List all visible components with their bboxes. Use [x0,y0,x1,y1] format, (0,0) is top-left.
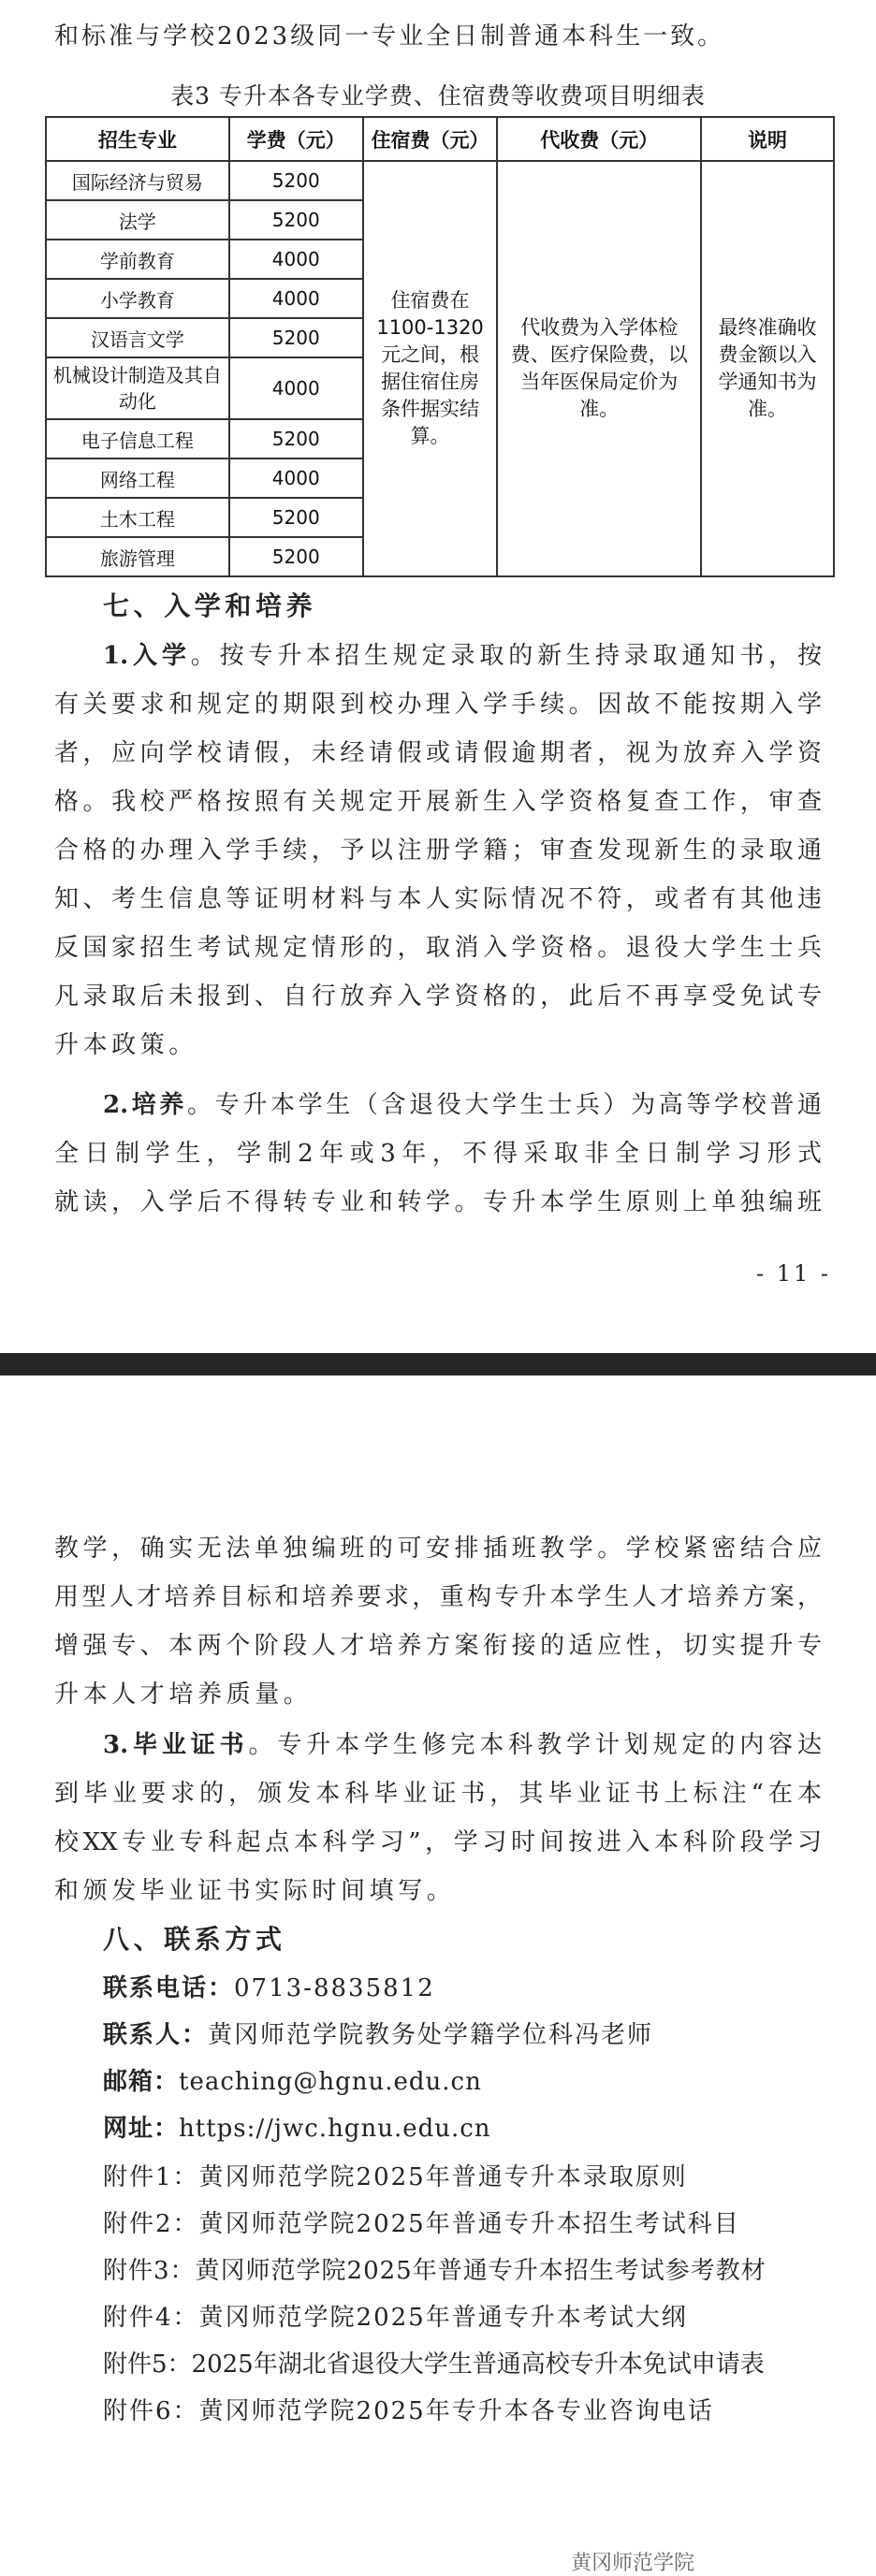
header-agency-fee: 代收费（元） [497,117,701,161]
paragraph-line: 升本人才培养质量。 [54,1681,313,1709]
major-cell: 国际经济与贸易 [46,161,229,200]
major-cell: 网络工程 [46,458,229,498]
major-cell: 土木工程 [46,498,229,537]
email-address: teaching@hgnu.edu.cn [179,2068,482,2096]
major-cell: 小学教育 [46,279,229,318]
contact-website: 网址：https://jwc.hgnu.edu.cn [103,2115,491,2143]
paragraph-line: 合格的办理入学手续，予以注册学籍；审查发现新生的录取通 [54,837,822,865]
attachment-item: 附件2：黄冈师范学院2025年普通专升本招生考试科目 [103,2210,740,2238]
paragraph-line: 增强专、本两个阶段人才培养方案衔接的适应性，切实提升专 [54,1632,822,1660]
tuition-cell: 5200 [229,419,363,458]
contact-phone: 联系电话：0713-8835812 [103,1974,435,2002]
paragraph-line: 升本政策。 [54,1031,198,1059]
major-cell: 法学 [46,200,229,240]
website-url: https://jwc.hgnu.edu.cn [179,2115,491,2143]
tuition-cell: 5200 [229,498,363,537]
tuition-cell: 4000 [229,279,363,318]
table-header-row [46,117,834,161]
tuition-cell: 5200 [229,318,363,357]
phone-number: 0713-8835812 [234,1974,435,2002]
attachment-item: 附件3：黄冈师范学院2025年普通专升本招生考试参考教材 [103,2257,766,2285]
major-cell: 机械设计制造及其自动化 [46,357,229,419]
remarks-note: 最终准确收费金额以入学通知书为准。 [701,161,834,576]
paragraph-line: 就读，入学后不得转专业和转学。专升本学生原则上单独编班 [54,1188,822,1216]
contact-email: 邮箱：teaching@hgnu.edu.cn [103,2068,482,2096]
cert-label: 3.毕业证书 [103,1731,249,1759]
accommodation-note: 住宿费在1100-1320元之间，根据住宿住房条件据实结算。 [363,161,498,576]
attachment-item: 附件6：黄冈师范学院2025年专升本各专业咨询电话 [103,2397,714,2425]
section-heading-contact: 八、联系方式 [103,1924,286,1955]
paragraph-line: 3.毕业证书。专升本学生修完本科教学计划规定的内容达 [103,1731,822,1759]
paragraph-line: 用型人才培养目标和培养要求，重构专升本学生人才培养方案， [54,1583,822,1611]
header-tuition: 学费（元） [229,117,363,161]
attachment-item: 附件5：2025年湖北省退役大学生普通高校专升本免试申请表 [103,2350,765,2379]
paragraph-line: 1.入学。按专升本招生规定录取的新生持录取通知书，按 [103,642,822,670]
paragraph-line: 和颁发毕业证书实际时间填写。 [54,1877,456,1905]
paragraph-line: 者，应向学校请假，未经请假或请假逾期者，视为放弃入学资 [54,739,822,767]
table-row [46,161,834,200]
page-separator [0,1353,876,1375]
fee-table [45,116,835,577]
paragraph-line: 教学，确实无法单独编班的可安排插班教学。学校紧密结合应 [54,1535,822,1563]
intro-line: 和标准与学校2023级同一专业全日制普通本科生一致。 [54,22,725,51]
header-accommodation: 住宿费（元） [363,117,498,161]
train-label: 2.培养 [103,1091,188,1119]
paragraph-line: 校XX专业专科起点本科学习”，学习时间按进入本科阶段学习 [54,1828,822,1856]
major-cell: 电子信息工程 [46,419,229,458]
tuition-cell: 4000 [229,240,363,279]
paragraph-line: 知、考生信息等证明材料与本人实际情况不符，或者有其他违 [54,885,822,913]
major-cell: 旅游管理 [46,537,229,576]
table-caption: 表3 专升本各专业学费、住宿费等收费项目明细表 [170,82,706,109]
tuition-cell: 5200 [229,537,363,576]
tuition-cell: 5200 [229,161,363,200]
paragraph-line: 全日制学生，学制2年或3年，不得采取非全日制学习形式 [54,1140,822,1168]
contact-person: 联系人：黄冈师范学院教务处学籍学位科冯老师 [103,2021,654,2049]
tuition-cell: 4000 [229,357,363,419]
paragraph-line: 凡录取后未报到、自行放弃入学资格的，此后不再享受免试专 [54,982,822,1011]
section-heading-enrollment: 七、入学和培养 [103,590,317,621]
header-remarks: 说明 [701,117,834,161]
paragraph-line: 到毕业要求的，颁发本科毕业证书，其毕业证书上标注“在本 [54,1780,822,1808]
tuition-cell: 4000 [229,458,363,498]
major-cell: 汉语言文学 [46,318,229,357]
paragraph-line: 格。我校严格按照有关规定开展新生入学资格复查工作，审查 [54,788,822,816]
agency-fee-note: 代收费为入学体检费、医疗保险费，以当年医保局定价为准。 [497,161,701,576]
major-cell: 学前教育 [46,240,229,279]
page-number: - 11 - [755,1260,831,1287]
paragraph-line: 反国家招生考试规定情形的，取消入学资格。退役大学生士兵 [54,934,822,962]
tuition-cell: 5200 [229,200,363,240]
attachment-item: 附件1：黄冈师范学院2025年普通专升本录取原则 [103,2163,688,2191]
header-major: 招生专业 [46,117,229,161]
attachment-item: 附件4：黄冈师范学院2025年普通专升本考试大纲 [103,2304,688,2332]
footer-signature: 黄冈师范学院 [571,2552,695,2575]
enroll-label: 1.入学 [103,642,191,670]
paragraph-line: 有关要求和规定的期限到校办理入学手续。因故不能按期入学 [54,691,822,719]
paragraph-line: 2.培养。专升本学生（含退役大学生士兵）为高等学校普通 [103,1091,822,1119]
